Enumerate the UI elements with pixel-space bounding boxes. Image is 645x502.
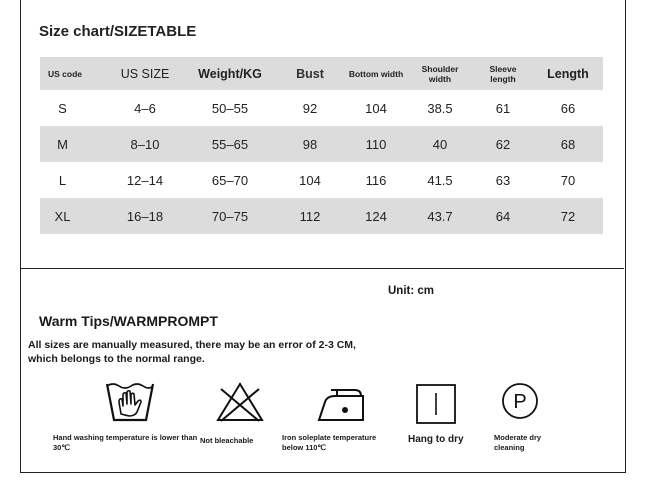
cell-sleeve-length: 61: [495, 100, 511, 116]
table-row: [40, 162, 603, 198]
table-row: [40, 90, 603, 126]
svg-text:P: P: [513, 391, 527, 413]
cell-us-size: 12–14: [126, 172, 164, 188]
iron-label: Iron soleplate temperature below 110℃: [282, 433, 377, 452]
hang-dry-label: Hang to dry: [408, 434, 464, 445]
cell-length: 66: [560, 100, 576, 116]
iron-low-icon: [315, 386, 367, 424]
cell-bottom-width: 104: [365, 100, 387, 116]
header-us-size: US SIZE: [120, 66, 170, 81]
cell-us-code: M: [57, 136, 68, 152]
header-us-code: US code: [48, 68, 83, 79]
professional-dry-clean-icon: [500, 381, 540, 421]
cell-bust: 104: [299, 172, 321, 188]
header-sleeve-length: Sleeve length: [489, 63, 517, 84]
warm-tips-text: All sizes are manually measured, there may be an error of 2-3 CM, which belongs to the normal range.: [28, 339, 356, 365]
unit-label: Unit: cm: [388, 285, 434, 297]
cell-length: 72: [560, 208, 576, 224]
header-length: Length: [547, 66, 589, 81]
do-not-bleach-label: Not bleachable: [200, 436, 254, 445]
cell-us-code: L: [58, 172, 67, 188]
cell-us-code: XL: [54, 208, 71, 224]
cell-bust: 112: [299, 208, 321, 224]
cell-weight: 70–75: [211, 208, 249, 224]
cell-us-size: 8–10: [130, 136, 160, 152]
cell-bust: 98: [302, 136, 318, 152]
hand-wash-label: Hand washing temperature is lower than 30℃: [53, 433, 198, 452]
table-row: [40, 126, 603, 162]
header-bottom-width: Bottom width: [348, 68, 404, 79]
cell-length: 68: [560, 136, 576, 152]
cell-bust: 92: [302, 100, 318, 116]
hang-dry-icon: [415, 383, 457, 425]
header-shoulder-width: Shoulder width: [421, 63, 459, 84]
header-weight: Weight/KG: [198, 66, 262, 81]
cell-bottom-width: 110: [365, 136, 387, 152]
cell-weight: 50–55: [211, 100, 249, 116]
header-bust: Bust: [296, 66, 324, 81]
cell-weight: 65–70: [211, 172, 249, 188]
hand-wash-icon: [105, 380, 155, 424]
cell-shoulder-width: 38.5: [427, 100, 453, 116]
dry-clean-label: Moderate dry cleaning: [494, 433, 542, 452]
section-divider: [20, 268, 624, 269]
table-header-row: [40, 57, 603, 90]
cell-length: 70: [560, 172, 576, 188]
warm-tips-title: Warm Tips/WARMPROMPT: [39, 313, 218, 329]
cell-sleeve-length: 63: [495, 172, 511, 188]
table-row: [40, 198, 603, 234]
do-not-bleach-icon: [215, 381, 265, 423]
cell-shoulder-width: 41.5: [427, 172, 453, 188]
cell-shoulder-width: 43.7: [427, 208, 453, 224]
cell-weight: 55–65: [211, 136, 249, 152]
cell-us-code: S: [58, 100, 67, 116]
cell-shoulder-width: 40: [432, 136, 448, 152]
cell-us-size: 4–6: [134, 100, 156, 116]
size-chart-title: Size chart/SIZETABLE: [39, 23, 197, 40]
cell-us-size: 16–18: [126, 208, 164, 224]
size-table: [40, 57, 603, 234]
cell-bottom-width: 116: [365, 172, 387, 188]
cell-sleeve-length: 62: [495, 136, 511, 152]
cell-sleeve-length: 64: [495, 208, 511, 224]
cell-bottom-width: 124: [365, 208, 387, 224]
